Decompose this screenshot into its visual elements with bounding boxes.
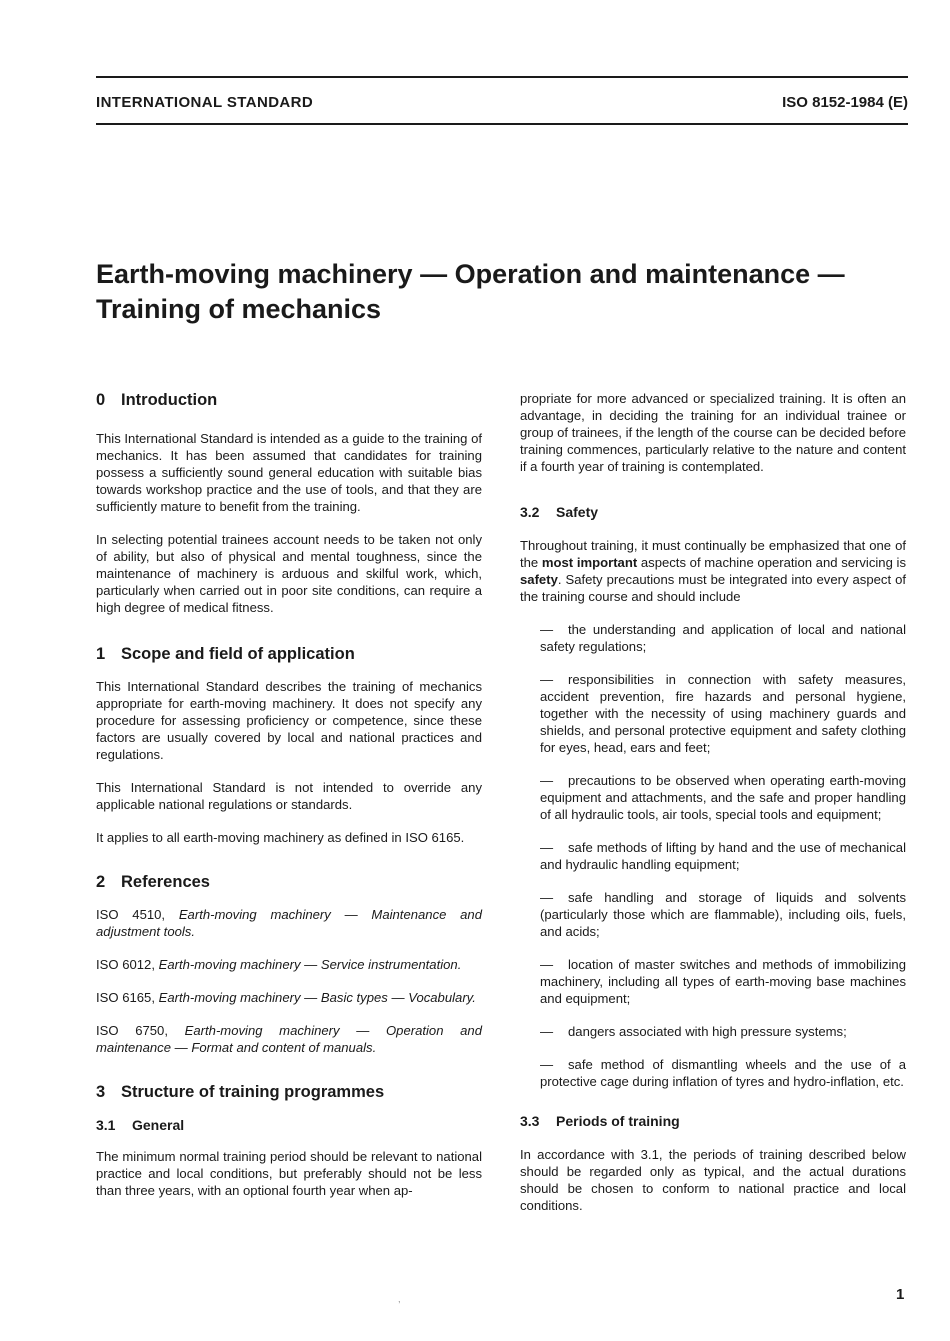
subsection-3-1-heading — [96, 1116, 482, 1134]
section-title: References — [121, 873, 210, 891]
scope-paragraph-3: It applies to all earth-moving machinery as defined in ISO 6165. — [96, 830, 465, 845]
list-item-text: dangers associated with high pressure systems; — [568, 1024, 847, 1039]
list-item — [540, 889, 906, 940]
reference-item — [96, 906, 482, 940]
list-item — [540, 956, 906, 1007]
scope-paragraph-2: This International Standard is not intended to override any applicable national regulations or standards. — [96, 780, 482, 812]
list-item — [540, 839, 906, 873]
title-line-2: Training of mechanics — [96, 294, 382, 324]
section-title: Structure of training programmes — [121, 1083, 385, 1101]
list-item-text: precautions to be observed when operating earth-moving equipment and attachments, and the safe and proper handling of all hydraulic tools, air tools, special tools and equipment; — [540, 773, 906, 822]
reference-title: Earth-moving machinery — Service instrumentation. — [158, 957, 462, 972]
safety-list — [520, 621, 906, 1090]
safety-paragraph — [520, 537, 906, 605]
section-0-heading — [96, 390, 482, 410]
intro-paragraph-1: This International Standard is intended as a guide to the training of mechanics. It has been assumed that candidates for training possess a sufficiently sound general education with suitable bias towards workshop practice and the use of tools, and that they are sufficiently mature to benefit from the training. — [96, 431, 482, 514]
dash-bullet: — — [540, 1057, 554, 1072]
reference-code: ISO 6165, — [96, 990, 155, 1005]
subsection-3-2-heading — [520, 503, 906, 521]
reference-code: ISO 6012, — [96, 957, 155, 972]
section-1-heading — [96, 644, 482, 664]
dash-bullet: — — [540, 622, 554, 637]
list-item-text: responsibilities in connection with safety measures, accident prevention, fire hazards and personal hygiene, together with the necessity of using machinery guards and shields, and personal protective equipment and safety clothing for eyes, head, ears and feet; — [540, 672, 906, 755]
subsection-number: 3.1 — [96, 1117, 116, 1133]
page-number: 1 — [896, 1286, 905, 1303]
reference-item — [96, 956, 482, 973]
subsection-title: Safety — [556, 504, 599, 520]
subsection-number: 3.3 — [520, 1113, 540, 1129]
section-number: 3 — [96, 1083, 106, 1101]
reference-item — [96, 1022, 482, 1056]
title-line-1: Earth-moving machinery — Operation and maintenance — — [96, 259, 845, 289]
subsection-title: Periods of training — [556, 1113, 680, 1129]
header-standard-number: ISO 8152-1984 (E) — [782, 94, 908, 111]
list-item — [540, 1056, 906, 1090]
dash-bullet: — — [540, 1024, 554, 1039]
reference-title: Earth-moving machinery — Basic types — Vocabulary. — [158, 990, 476, 1005]
reference-code: ISO 6750, — [96, 1023, 168, 1038]
safety-text: Throughout training, it must continually be emphasized that one of the — [520, 538, 906, 570]
scan-mark: , — [398, 1294, 401, 1304]
list-item — [540, 621, 906, 655]
section-title: Introduction — [121, 391, 218, 409]
reference-item — [96, 989, 482, 1006]
section-number: 1 — [96, 645, 106, 663]
section-number: 2 — [96, 873, 106, 891]
safety-text: aspects of machine operation and servicing is — [637, 555, 906, 570]
subsection-3-3-heading — [520, 1112, 906, 1130]
list-item-text: safe handling and storage of liquids and solvents (particularly those which are flammable), including oils, fuels, and acids; — [540, 890, 906, 939]
left-column — [96, 390, 482, 1199]
general-paragraph-continued: propriate for more advanced or specialized training. It is often an advantage, in deciding the training for an individual trainee or group of trainees, if the length of the course can be decided before training commences, particularly relative to the nature and content if a fourth year of training is contemplated. — [520, 391, 906, 474]
safety-emphasis: safety — [520, 572, 558, 587]
dash-bullet: — — [540, 890, 554, 905]
reference-code: ISO 4510, — [96, 907, 166, 922]
general-paragraph-start: The minimum normal training period should be relevant to national practice and local conditions, but preferably should not be less than three years, with an optional fourth year when ap- — [96, 1149, 482, 1198]
list-item-text: the understanding and application of local and national safety regulations; — [540, 622, 906, 654]
dash-bullet: — — [540, 840, 554, 855]
dash-bullet: — — [540, 672, 554, 687]
dash-bullet: — — [540, 773, 554, 788]
safety-emphasis: most important — [541, 555, 638, 570]
list-item-text: safe methods of lifting by hand and the use of mechanical and hydraulic handling equipment; — [540, 840, 906, 872]
section-title: Scope and field of application — [121, 645, 355, 663]
intro-paragraph-2: In selecting potential trainees account needs to be taken not only of ability, but also of physical and mental toughness, since the maintenance of machinery is arduous and skilful work, which, particularly when carried out in poor site conditions, can require a high degree of medical fitness. — [96, 532, 482, 615]
list-item — [540, 772, 906, 823]
dash-bullet: — — [540, 957, 554, 972]
header-bottom-rule — [96, 123, 908, 125]
list-item — [540, 671, 906, 756]
section-3-heading — [96, 1082, 482, 1102]
list-item-text: safe method of dismantling wheels and the use of a protective cage during inflation of tyres and hydro-inflation, etc. — [540, 1057, 906, 1089]
subsection-number: 3.2 — [520, 504, 540, 520]
header-standard-type: INTERNATIONAL STANDARD — [96, 94, 314, 111]
section-2-heading — [96, 872, 482, 892]
list-item — [540, 1023, 906, 1040]
reference-title: Earth-moving machinery — Maintenance and adjustment tools. — [96, 907, 482, 939]
header-top-rule — [96, 76, 908, 78]
reference-title: Earth-moving machinery — Operation and maintenance — Format and content of manuals. — [96, 1023, 482, 1055]
section-number: 0 — [96, 391, 106, 409]
list-item-text: location of master switches and methods of immobilizing machinery, including all types of earth-moving base machines and equipment; — [540, 957, 906, 1006]
document-title — [96, 257, 916, 327]
scope-paragraph-1: This International Standard describes the training of mechanics appropriate for earth-moving machinery. It does not specify any procedure for assessing proficiency or competence, since these factors are usually covered by local and national practices and regulations. — [96, 679, 482, 762]
safety-text: . Safety precautions must be integrated into every aspect of the training course and should include — [520, 572, 906, 604]
right-column — [520, 390, 906, 1230]
subsection-title: General — [132, 1117, 185, 1133]
periods-paragraph: In accordance with 3.1, the periods of training described below should be regarded only as typical, and the actual durations should be chosen to conform to national practice and local conditions. — [520, 1147, 906, 1213]
